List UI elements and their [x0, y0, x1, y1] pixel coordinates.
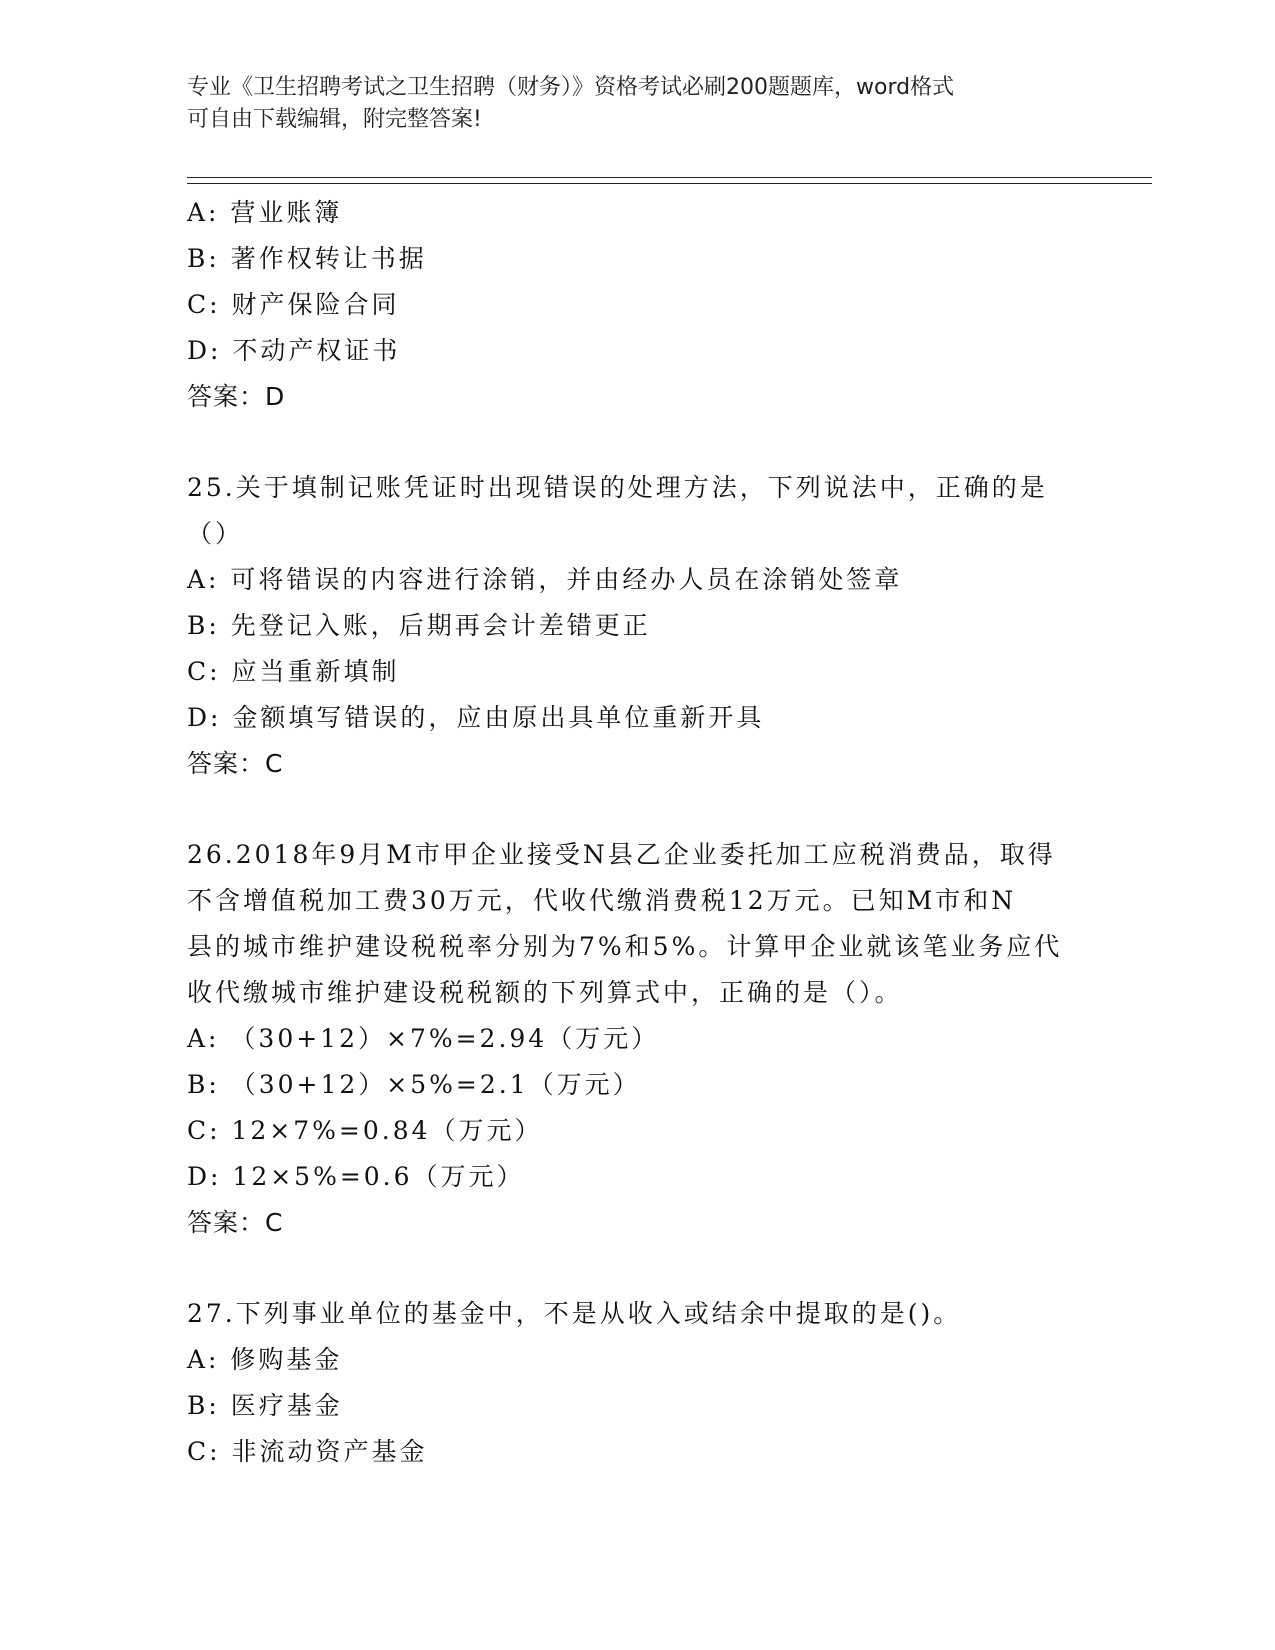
answer: 答案：C — [187, 1208, 284, 1237]
option-d: D: 不动产权证书 — [187, 336, 401, 365]
option-c: C: 非流动资产基金 — [187, 1437, 428, 1466]
header-divider-top — [187, 177, 1152, 178]
option-d: D: 金额填写错误的，应由原出具单位重新开具 — [187, 703, 765, 732]
question-stem: 27.下列事业单位的基金中，不是从收入或结余中提取的是()。 — [187, 1299, 962, 1328]
document-header — [187, 72, 1067, 136]
question-stem: 县的城市维护建设税税率分别为7%和5%。计算甲企业就该笔业务应代 — [187, 932, 1063, 961]
header-line-1: 专业《卫生招聘考试之卫生招聘（财务）》资格考试必刷200题题库，word格式 — [187, 75, 955, 100]
option-a: A: 营业账簿 — [187, 198, 343, 227]
question-26 — [187, 832, 1087, 1246]
option-a: A: 修购基金 — [187, 1345, 343, 1374]
option-a: A: （30+12）×7%=2.94（万元） — [187, 1024, 660, 1053]
question-stem: 26.2018年9月M市甲企业接受N县乙企业委托加工应税消费品，取得 — [187, 840, 1056, 869]
header-divider-bottom — [187, 183, 1152, 184]
option-c: C: 12×7%=0.84（万元） — [187, 1116, 543, 1145]
question-content — [187, 190, 1087, 1475]
spacer — [187, 1246, 1087, 1291]
header-line-2: 可自由下载编辑，附完整答案! — [187, 107, 482, 132]
option-b: B: 医疗基金 — [187, 1391, 343, 1420]
spacer — [187, 420, 1087, 465]
question-27 — [187, 1291, 1087, 1475]
question-stem: （） — [187, 519, 244, 548]
question-25 — [187, 465, 1087, 787]
question-stem: 25.关于填制记账凭证时出现错误的处理方法，下列说法中，正确的是 — [187, 473, 1048, 502]
option-b: B: 先登记入账，后期再会计差错更正 — [187, 611, 651, 640]
question-24 — [187, 190, 1087, 420]
option-d: D: 12×5%=0.6（万元） — [187, 1162, 525, 1191]
option-b: B: 著作权转让书据 — [187, 244, 427, 273]
answer: 答案：D — [187, 382, 286, 411]
option-a: A: 可将错误的内容进行涂销，并由经办人员在涂销处签章 — [187, 565, 903, 594]
option-c: C: 财产保险合同 — [187, 290, 400, 319]
spacer — [187, 787, 1087, 832]
question-stem: 收代缴城市维护建设税税额的下列算式中，正确的是（）。 — [187, 978, 903, 1007]
option-b: B: （30+12）×5%=2.1（万元） — [187, 1070, 641, 1099]
question-stem: 不含增值税加工费30万元，代收代缴消费税12万元。已知M市和N — [187, 886, 1017, 915]
answer: 答案：C — [187, 749, 284, 778]
option-c: C: 应当重新填制 — [187, 657, 400, 686]
